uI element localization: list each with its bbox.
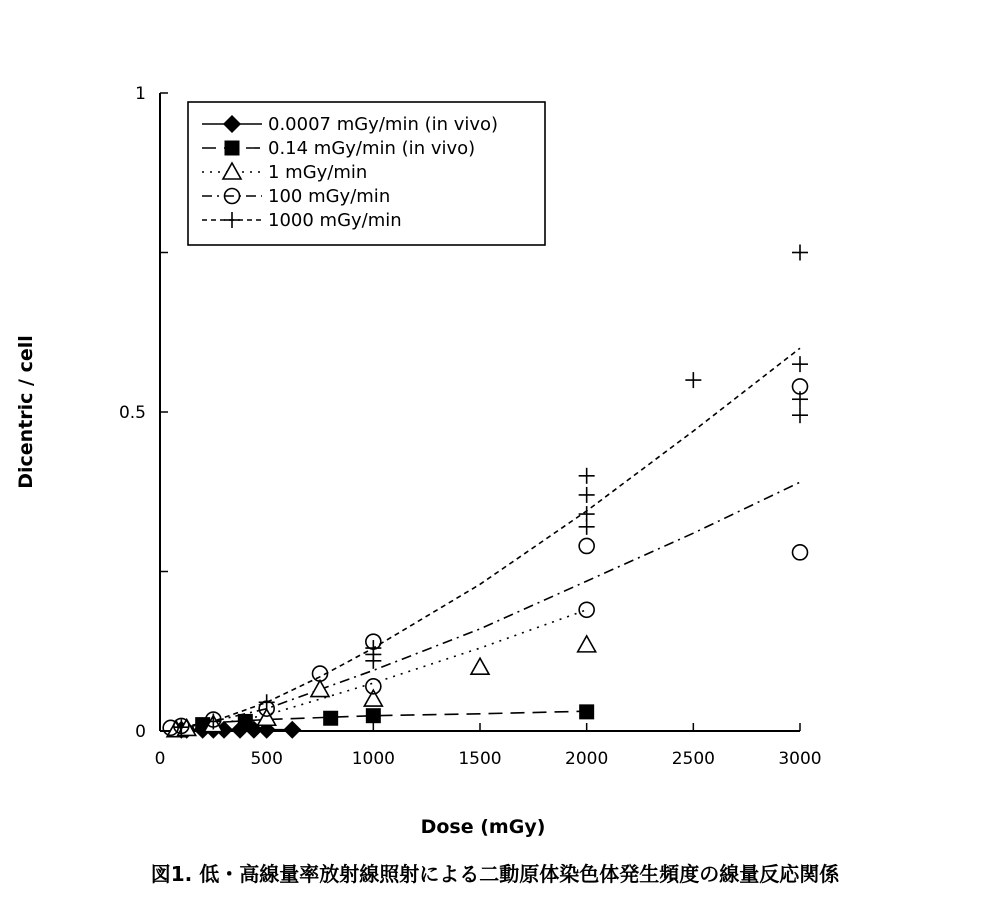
- triangle-marker: [364, 690, 382, 706]
- y-axis-title: Dicentric / cell: [15, 335, 37, 489]
- x-tick-label: 2500: [671, 749, 715, 769]
- legend-label-1: 0.14 mGy/min (in vivo): [268, 138, 476, 159]
- data-point-series-3: [793, 545, 808, 560]
- data-point-series-4: [792, 356, 808, 372]
- data-point-series-4: [792, 245, 808, 261]
- data-point-series-2: [471, 658, 489, 674]
- legend-marker-1: [225, 141, 240, 156]
- data-point-series-1: [323, 711, 338, 726]
- x-tick-label: 2000: [565, 749, 609, 769]
- data-point-series-4: [579, 506, 595, 522]
- triangle-marker: [471, 658, 489, 674]
- legend-label-2: 1 mGy/min: [268, 162, 368, 183]
- data-point-series-4: [792, 407, 808, 423]
- data-point-series-3: [579, 602, 594, 617]
- circle-marker: [579, 602, 594, 617]
- fit-line-series-3: [171, 482, 800, 729]
- legend-label-4: 1000 mGy/min: [268, 210, 402, 231]
- data-point-series-4: [579, 487, 595, 503]
- data-markers: [163, 245, 808, 739]
- data-point-series-1: [579, 704, 594, 719]
- data-point-series-3: [579, 538, 594, 553]
- legend-label-3: 100 mGy/min: [268, 186, 391, 207]
- data-point-series-0: [283, 721, 301, 739]
- legend-label-0: 0.0007 mGy/min (in vivo): [268, 114, 499, 135]
- x-tick-label: 500: [250, 749, 283, 769]
- data-point-series-4: [579, 468, 595, 484]
- fit-line-series-2: [176, 610, 587, 730]
- data-point-series-4: [792, 391, 808, 407]
- data-point-series-2: [578, 636, 596, 652]
- data-point-series-1: [238, 714, 253, 729]
- y-tick-label: 1: [135, 84, 146, 104]
- data-point-series-4: [685, 372, 701, 388]
- legend: [188, 102, 545, 245]
- data-point-series-1: [366, 708, 381, 723]
- x-tick-label: 0: [154, 749, 166, 769]
- square-marker: [238, 714, 253, 729]
- y-tick-label: 0: [135, 722, 146, 742]
- data-point-series-4: [259, 694, 275, 710]
- x-tick-label: 1500: [458, 749, 502, 769]
- data-point-series-2: [311, 681, 329, 697]
- triangle-marker: [311, 681, 329, 697]
- fit-line-series-4: [181, 348, 800, 728]
- circle-marker: [579, 538, 594, 553]
- figure-caption: 図1. 低・高線量率放射線照射による二動原体染色体発生頻度の線量反応関係: [150, 862, 840, 886]
- square-marker: [323, 711, 338, 726]
- x-tick-label: 3000: [778, 749, 822, 769]
- x-axis-title: Dose (mGy): [420, 816, 546, 838]
- circle-marker: [793, 545, 808, 560]
- diamond-marker: [283, 721, 301, 739]
- square-marker: [225, 141, 240, 156]
- square-marker: [366, 708, 381, 723]
- square-marker: [579, 704, 594, 719]
- x-tick-label: 1000: [351, 749, 395, 769]
- data-point-series-2: [364, 690, 382, 706]
- y-tick-label: 0.5: [118, 403, 146, 423]
- triangle-marker: [578, 636, 596, 652]
